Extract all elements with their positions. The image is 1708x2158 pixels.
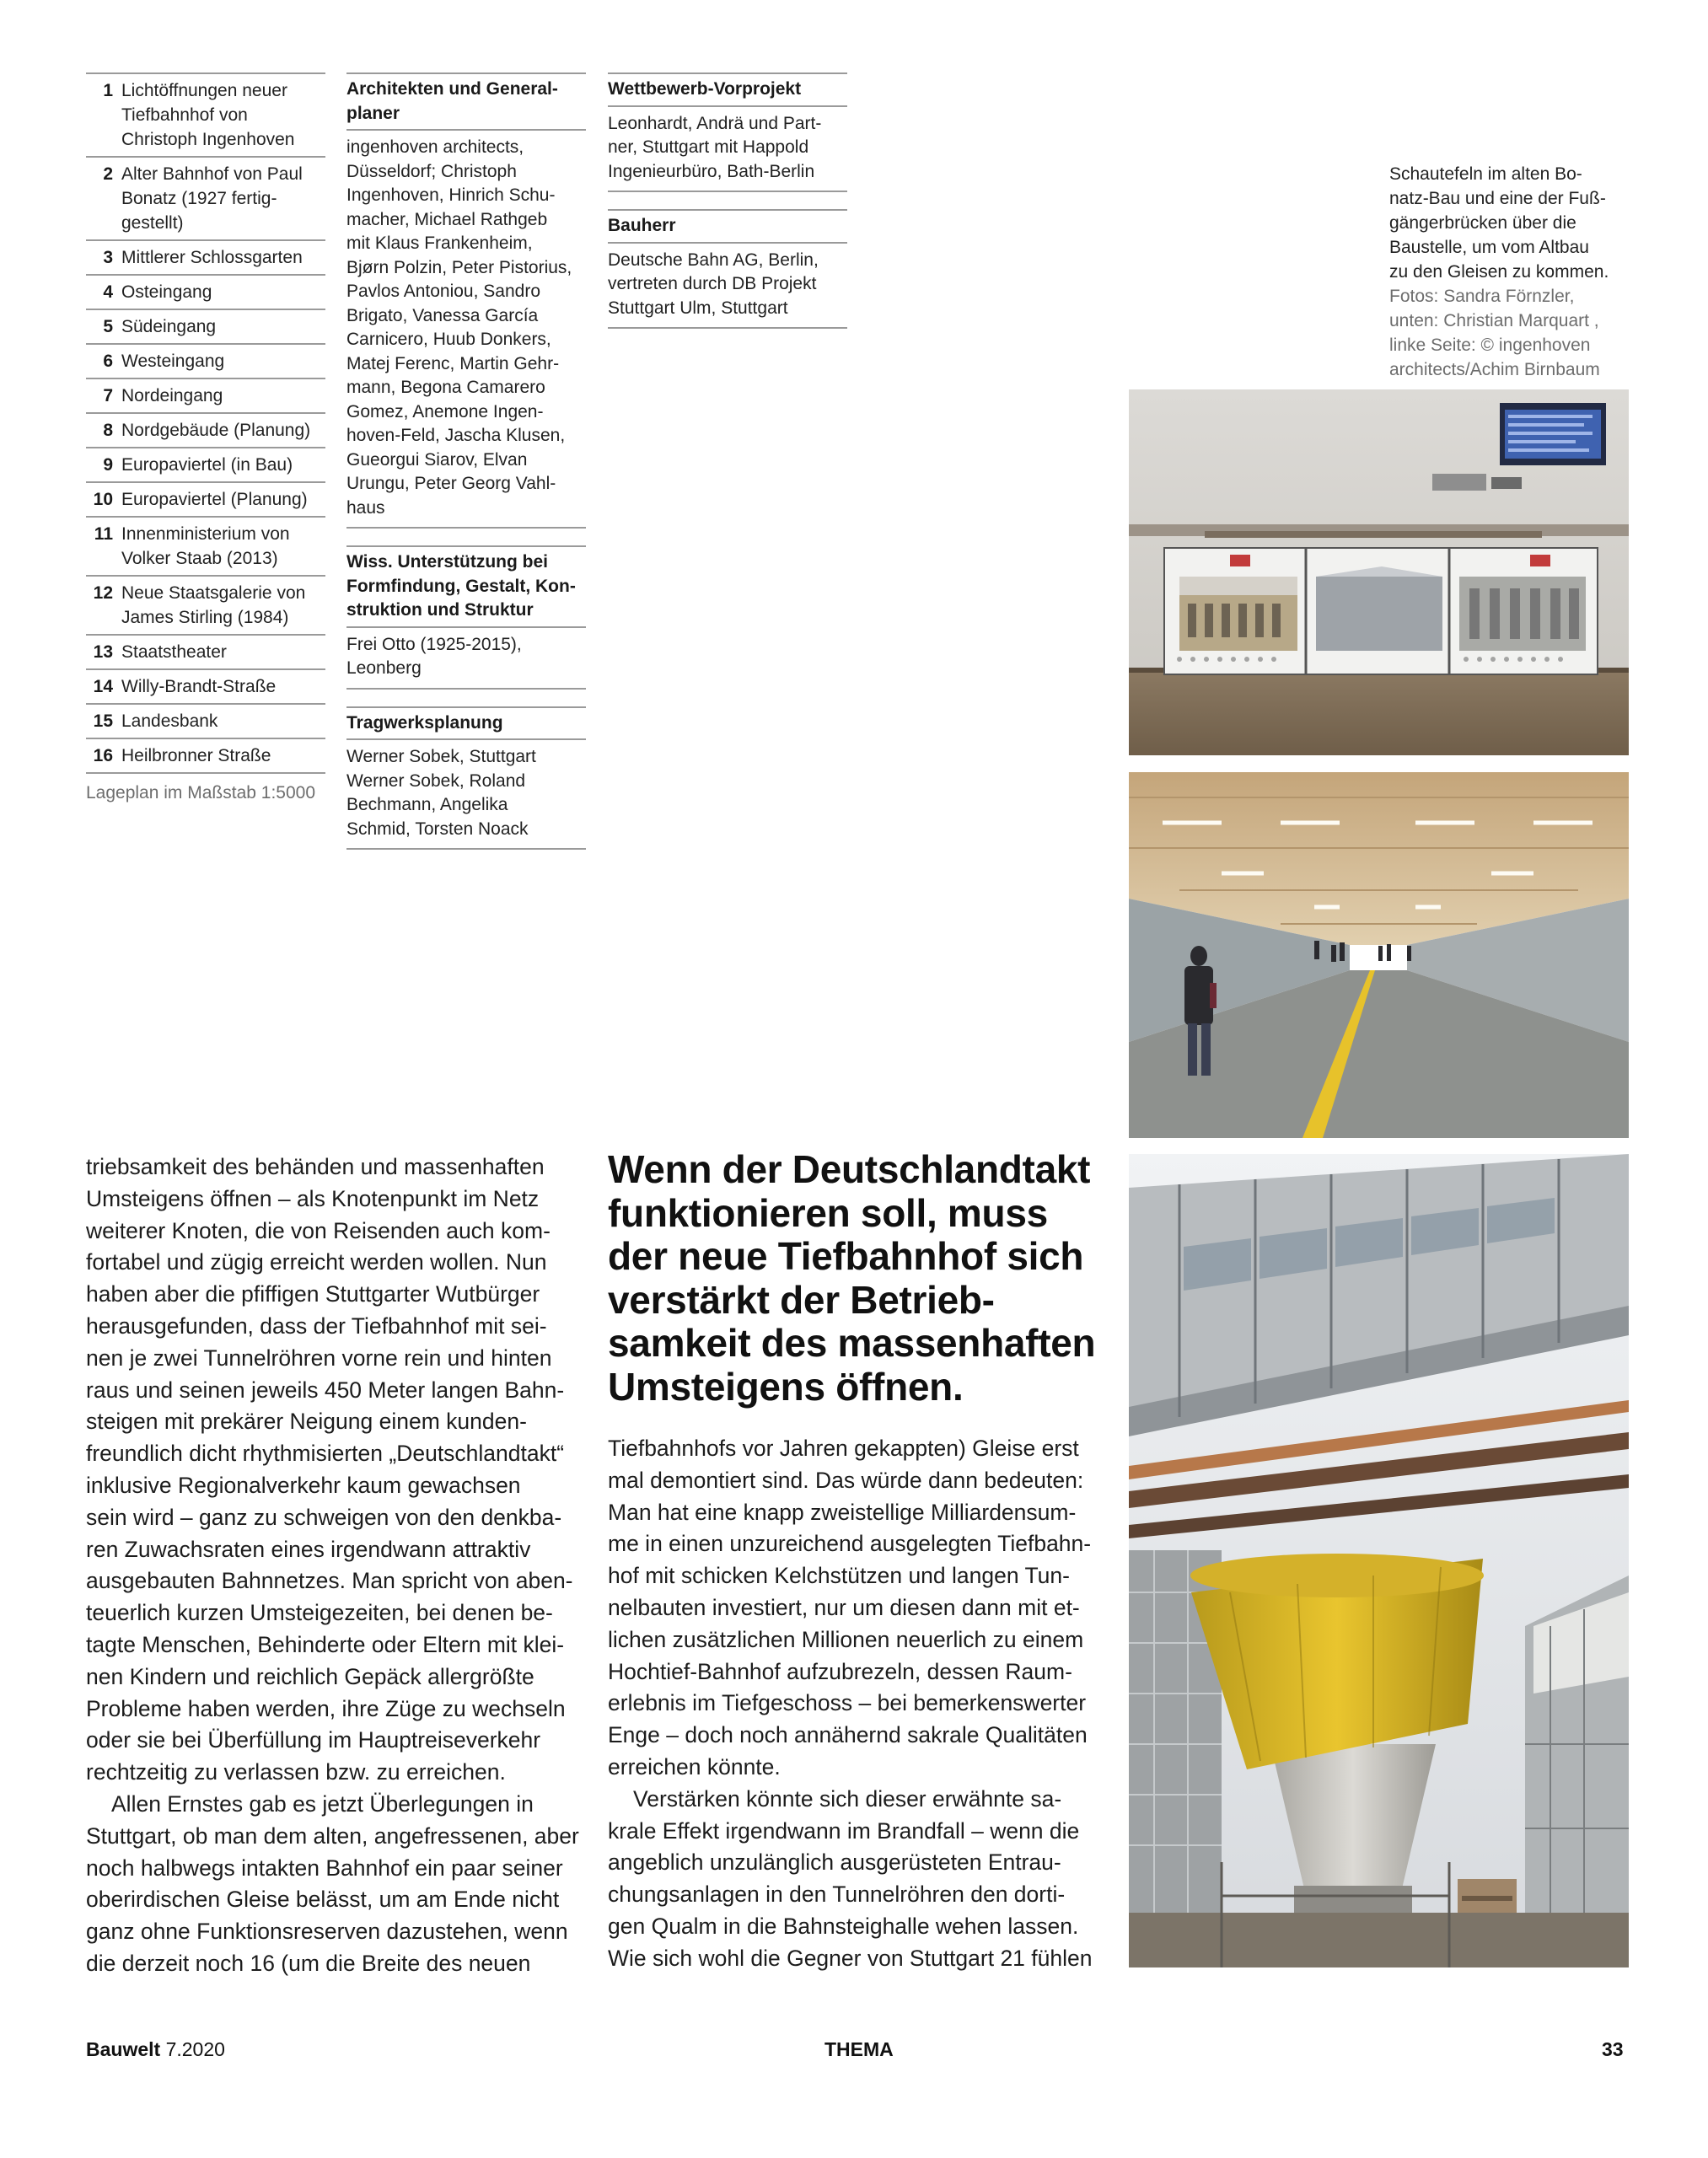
- legend-number: 11: [94, 524, 113, 544]
- body-paragraph: Verstärken könnte sich dieser erwähnte sa- krale Effekt irgendwann im Brandfall – wenn die angeblich unzulänglich ausgerüsteten Entrau- chungsanlagen in den Tunnelröhren den dorti- gen Qualm in die Bahnsteighalle wehen lassen. Wie sich wohl die Gegner von Stuttgart 21 fühlen: [608, 1785, 1093, 1971]
- credit-architects: [346, 72, 586, 529]
- credit-body: Deutsche Bahn AG, Berlin, vertreten durch DB Projekt Stuttgart Ulm, Stuttgart: [608, 244, 847, 330]
- photo-credits: Fotos: Sandra Förnzler, unten: Christian Marquart , linke Seite: © ingenhoven architects/Achim Birnbaum: [1389, 287, 1600, 379]
- legend-number: 5: [103, 317, 113, 336]
- legend-label: Alter Bahnhof von Paul Bonatz (1927 fertig-gestellt): [121, 164, 303, 233]
- body-paragraph: Allen Ernstes gab es jetzt Überlegungen in Stuttgart, ob man dem alten, angefressenen, aber noch halbwegs intakten Bahnhof ein paar seiner oberirdischen Gleise belässt, um am Ende nicht ganz ohne Funktionsreserven dazustehen, wenn die derzeit noch 16 (um die Breite des neuen: [86, 1790, 579, 1976]
- credits-column-right: [608, 72, 847, 346]
- body-paragraph: Tiefbahnhofs vor Jahren gekappten) Gleise erst mal demontiert sind. Das würde dann bedeuten: Man hat eine knapp zweistellige Milliardensum- me in einen unzureichend ausgelegten Tiefbahn- hof mit schicken Kelchstützen und langen Tun- nelbauten investiert, nur um diesen dann mit et- lichen zusätzlichen Millionen neuerlich zu einem Hochtief-Bahnhof aufzubrezeln, dessen Raum- erlebnis im Tiefgeschoss – bei bemerkenswerter Enge – doch noch annähernd sakrale Qualitäten erreichen könnte.: [608, 1436, 1092, 1780]
- credit-body: Werner Sobek, Stuttgart Werner Sobek, Roland Bechmann, Angelika Schmid, Torsten Noack: [346, 740, 586, 850]
- legend-number: 9: [103, 455, 113, 475]
- site-plan-legend: [86, 72, 325, 805]
- pull-quote: Wenn der Deutschlandtakt funktionieren soll, muss der neue Tiefbahnhof sich verstärkt der Betrieb- samkeit des massenhaften Umsteigens öffnen.: [608, 1147, 1096, 1409]
- legend-label: Willy-Brandt-Straße: [121, 677, 277, 696]
- magazine-name: Bauwelt: [86, 2038, 161, 2060]
- legend-item: [86, 378, 325, 412]
- credit-heading: Architekten und General- planer: [346, 74, 586, 131]
- legend-number: 7: [103, 386, 113, 405]
- legend-label: Innenministerium von Volker Staab (2013): [121, 524, 290, 568]
- credit-heading: Tragwerksplanung: [346, 708, 586, 741]
- legend-label: Südeingang: [121, 317, 217, 336]
- issue-number: 7.2020: [165, 2038, 225, 2060]
- scale-note: Lageplan im Maßstab 1:5000: [86, 772, 325, 805]
- credit-structural-planning: [346, 706, 586, 851]
- legend-label: Landesbank: [121, 711, 218, 731]
- legend-label: Nordgebäude (Planung): [121, 421, 311, 440]
- legend-number: 1: [103, 81, 113, 100]
- legend-label: Europaviertel (Planung): [121, 490, 308, 509]
- credit-scientific-support: [346, 545, 586, 690]
- credits-column-middle: [346, 72, 586, 867]
- legend-item: [86, 239, 325, 274]
- credit-body: Frei Otto (1925-2015), Leonberg: [346, 628, 586, 690]
- article-body-left: [86, 1151, 588, 1980]
- footer-section: THEMA: [824, 2038, 894, 2060]
- legend-item: [86, 703, 325, 738]
- legend-label: Westeingang: [121, 352, 225, 371]
- legend-item: [86, 309, 325, 343]
- legend-label: Mittlerer Schlossgarten: [121, 248, 303, 267]
- legend-item: [86, 634, 325, 668]
- legend-label: Neue Staatsgalerie von James Stirling (1984): [121, 583, 306, 627]
- legend-item: [86, 447, 325, 481]
- legend-item: [86, 668, 325, 703]
- legend-item: [86, 156, 325, 239]
- photo-pedestrian-bridge: [1129, 772, 1629, 1138]
- footer-magazine: [86, 2038, 225, 2061]
- legend-number: 16: [93, 746, 113, 765]
- legend-number: 13: [93, 642, 113, 662]
- legend-label: Staatstheater: [121, 642, 227, 662]
- credit-heading: Wettbewerb-Vorprojekt: [608, 74, 847, 107]
- legend-item: [86, 343, 325, 378]
- legend-number: 15: [93, 711, 113, 731]
- body-paragraph: triebsamkeit des behänden und massenhaften Umsteigens öffnen – als Knotenpunkt im Netz weiterer Knoten, die von Reisenden auch kom- fortabel und zügig erreicht werden wollen. Nun haben aber die pfiffigen Stuttgarter Wutbürger herausgefunden, dass der Tiefbahnhof mit sei- nen je zwei Tunnelröhren vorne rein und hinten raus und seinen jeweils 450 Meter langen Bahn- steigen mit prekärer Neigung einem kunden- freundlich dicht rhythmisierten „Deutschlandtakt“ inklusive Regionalverkehr kaum gewachsen sein wird – ganz zu schweigen von den denkba- ren Zuwachsraten eines irgendwann attraktiv ausgebauten Bahnnetzes. Man spricht von aben- teuerlich kurzen Umsteigezeiten, bei denen be- tagte Menschen, Behinderte oder Eltern mit klei- nen Kindern und reichlich Gepäck allergrößte Probleme haben werden, ihre Züge zu wechseln oder sie bei Überfüllung im Hauptreiseverkehr rechtzeitig zu verlassen bzw. zu erreichen.: [86, 1154, 573, 1785]
- legend-item: [86, 575, 325, 634]
- photo-caption: [1389, 162, 1630, 382]
- legend-label: Lichtöffnungen neuer Tiefbahnhof von Christoph Ingenhoven: [121, 81, 295, 149]
- legend-item: [86, 412, 325, 447]
- legend-number: 3: [103, 248, 113, 267]
- legend-item: [86, 274, 325, 309]
- legend-number: 10: [93, 490, 113, 509]
- credit-competition: [608, 72, 847, 192]
- legend-item: [86, 72, 325, 156]
- article-body-right: [608, 1433, 1110, 1975]
- legend-item: [86, 516, 325, 575]
- legend-number: 6: [103, 352, 113, 371]
- photo-chalice-column-construction: [1129, 1154, 1629, 1967]
- credit-body: Leonhardt, Andrä und Part- ner, Stuttgart mit Happold Ingenieurbüro, Bath-Berlin: [608, 107, 847, 193]
- legend-label: Heilbronner Straße: [121, 746, 271, 765]
- credit-heading: Bauherr: [608, 211, 847, 244]
- legend-item: [86, 481, 325, 516]
- credit-heading: Wiss. Unterstützung bei Formfindung, Gestalt, Kon- struktion und Struktur: [346, 547, 586, 628]
- legend-label: Europaviertel (in Bau): [121, 455, 293, 475]
- legend-label: Nordeingang: [121, 386, 223, 405]
- legend-number: 4: [103, 282, 113, 302]
- caption-text: Schautefeln im alten Bo- natz-Bau und eine der Fuß- gängerbrücken über die Baustelle, um vom Altbau zu den Gleisen zu kommen.: [1389, 164, 1609, 282]
- page-number: 33: [1602, 2038, 1624, 2060]
- legend-number: 8: [103, 421, 113, 440]
- credit-client: [608, 209, 847, 329]
- legend-number: 14: [93, 677, 113, 696]
- legend-label: Osteingang: [121, 282, 212, 302]
- photo-exhibition-panels: [1129, 389, 1629, 755]
- legend-number: 12: [93, 583, 113, 603]
- credit-body: ingenhoven architects, Düsseldorf; Christoph Ingenhoven, Hinrich Schu- macher, Michael Rathgeb mit Klaus Frankenheim, Bjørn Polzin, Peter Pistorius, Pavlos Antoniou, Sandro Brigato, Vanessa García Carnicero, Huub Donkers, Matej Ferenc, Martin Gehr- mann, Begona Camarero Gomez, Anemone Ingen- hoven-Feld, Jascha Klusen, Gueorgui Siarov, Elvan Urungu, Peter Georg Vahl- haus: [346, 131, 586, 529]
- legend-number: 2: [103, 164, 113, 184]
- legend-item: [86, 738, 325, 772]
